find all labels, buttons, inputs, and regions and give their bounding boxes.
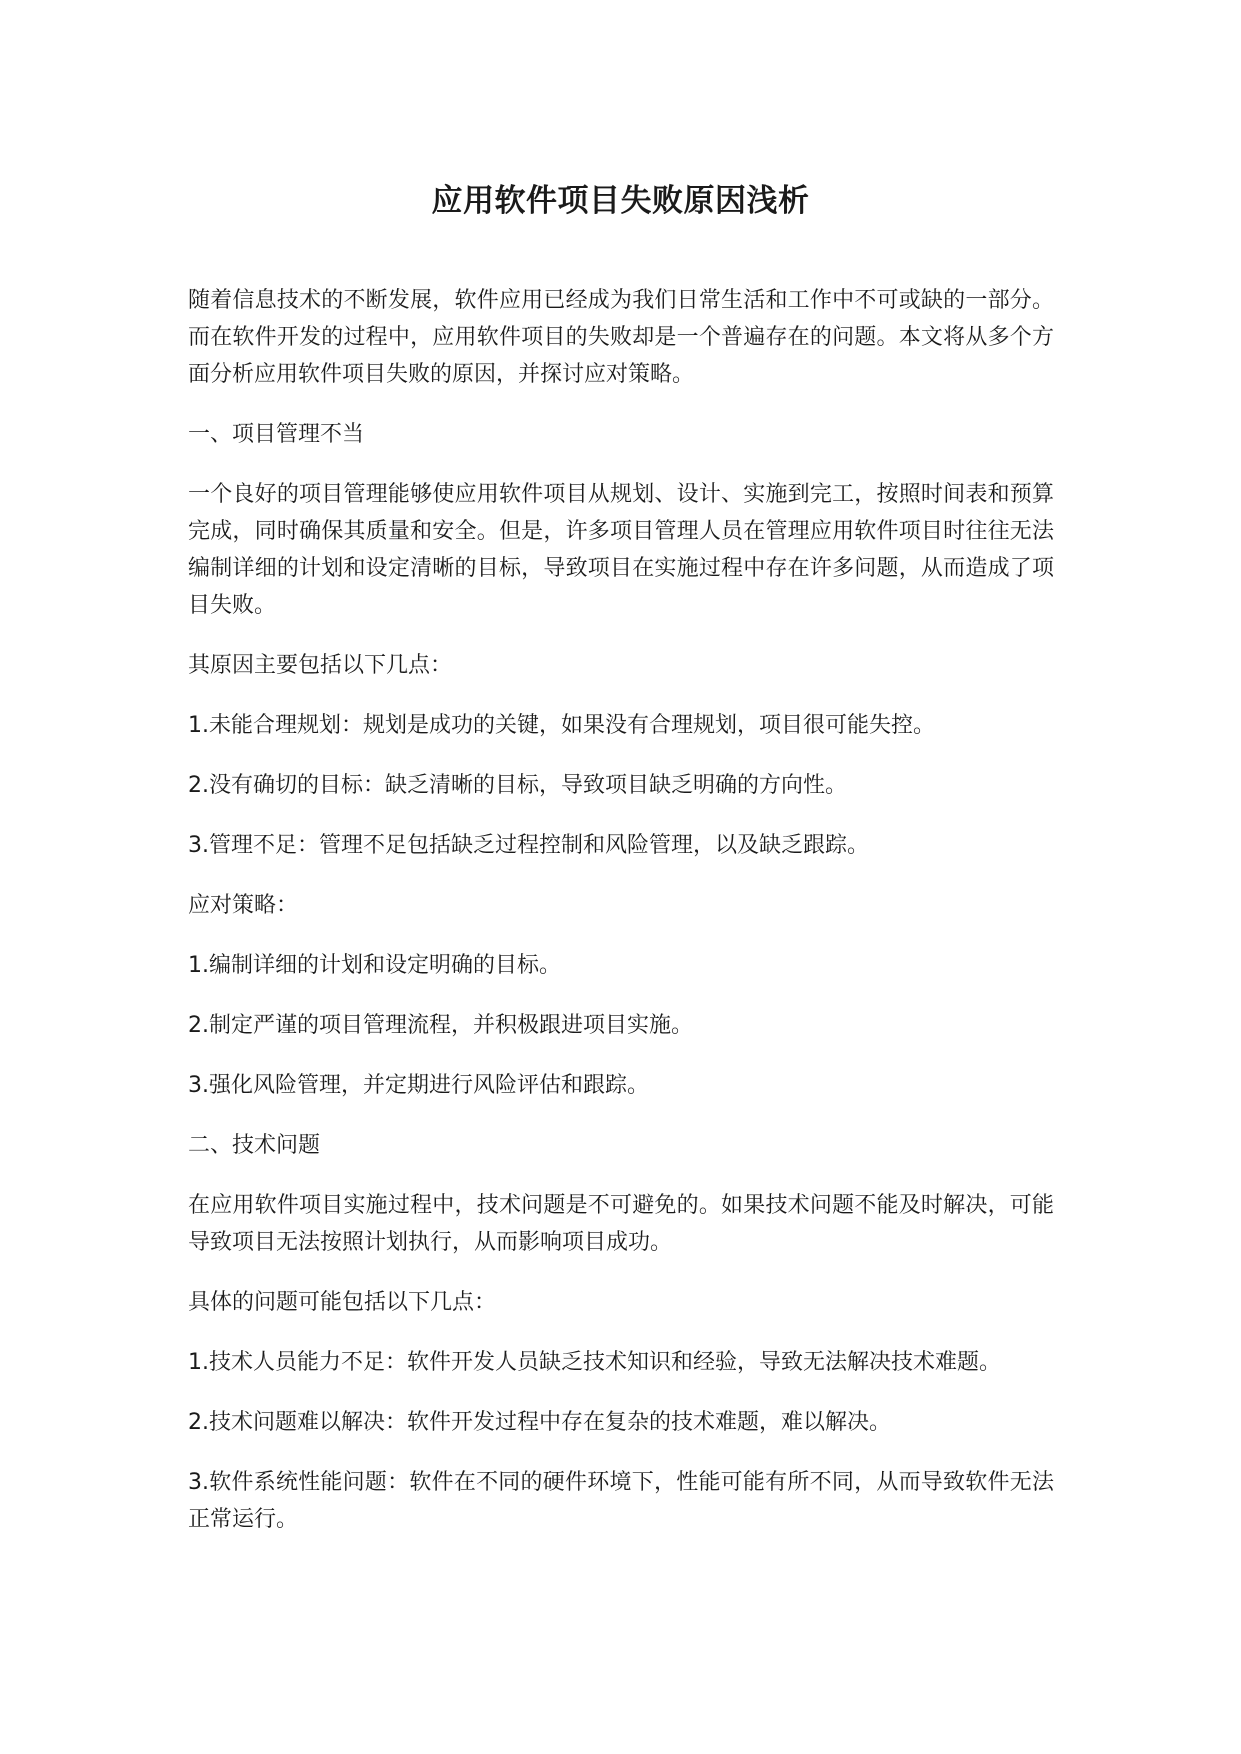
- issues-lead-in: 具体的问题可能包括以下几点：: [188, 1290, 497, 1315]
- technical-issues-paragraph: 在应用软件项目实施过程中，技术问题是不可避免的。如果技术问题不能及时解决，可能导致项目无法按照计划执行，从而影响项目成功。: [188, 1193, 1054, 1255]
- list-item: 1.技术人员能力不足：软件开发人员缺乏技术知识和经验，导致无法解决技术难题。: [188, 1350, 1001, 1375]
- list-item: 3.管理不足：管理不足包括缺乏过程控制和风险管理，以及缺乏跟踪。: [188, 833, 869, 858]
- list-item: 2.没有确切的目标：缺乏清晰的目标，导致项目缺乏明确的方向性。: [188, 773, 847, 798]
- intro-paragraph: 随着信息技术的不断发展，软件应用已经成为我们日常生活和工作中不可或缺的一部分。而在软件开发的过程中，应用软件项目的失败却是一个普遍存在的问题。本文将从多个方面分析应用软件项目失败的原因，并探讨应对策略。: [188, 288, 1054, 387]
- project-management-paragraph: 一个良好的项目管理能够使应用软件项目从规划、设计、实施到完工，按照时间表和预算完成，同时确保其质量和安全。但是，许多项目管理人员在管理应用软件项目时往往无法编制详细的计划和设定清晰的目标，导致项目在实施过程中存在许多问题，从而造成了项目失败。: [188, 482, 1054, 618]
- list-item: 1.未能合理规划：规划是成功的关键，如果没有合理规划，项目很可能失控。: [188, 713, 935, 738]
- list-item: 3.强化风险管理，并定期进行风险评估和跟踪。: [188, 1073, 649, 1098]
- strategies-lead-in: 应对策略：: [188, 893, 299, 918]
- section-heading-project-management: 一、项目管理不当: [188, 422, 365, 447]
- list-item: 2.技术问题难以解决：软件开发过程中存在复杂的技术难题，难以解决。: [188, 1410, 891, 1435]
- section-heading-technical-issues: 二、技术问题: [188, 1133, 321, 1158]
- list-item: 3.软件系统性能问题：软件在不同的硬件环境下，性能可能有所不同，从而导致软件无法正常运行。: [188, 1470, 1054, 1532]
- document-title: 应用软件项目失败原因浅析: [431, 183, 810, 219]
- document-body: [188, 282, 1054, 1561]
- list-item: 2.制定严谨的项目管理流程，并积极跟进项目实施。: [188, 1013, 693, 1038]
- list-item: 1.编制详细的计划和设定明确的目标。: [188, 953, 561, 978]
- reasons-lead-in: 其原因主要包括以下几点：: [188, 653, 453, 678]
